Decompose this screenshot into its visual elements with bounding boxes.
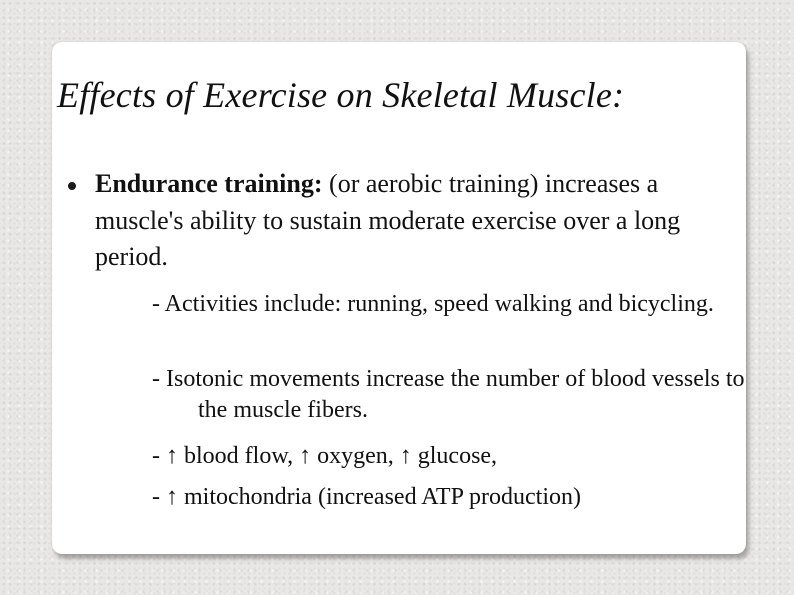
sub-point-activities: - Activities include: running, speed walking and bicycling. <box>152 291 714 317</box>
bullet-description: (or aerobic training) increases a muscle's ability to sustain moderate exercise over a long period. <box>95 169 681 271</box>
slide-title: Effects of Exercise on Skeletal Muscle: <box>57 75 625 115</box>
bullet-endurance-training <box>95 166 715 276</box>
sub-point-mitochondria: - ↑ mitochondria (increased ATP production) <box>152 484 581 510</box>
sub-point-blood-flow: - ↑ blood flow, ↑ oxygen, ↑ glucose, <box>152 443 498 469</box>
bullet-marker <box>68 182 76 190</box>
sub-point-isotonic-movements: - Isotonic movements increase the number of blood vessels to the muscle fibers. <box>152 366 745 423</box>
bullet-lead-term: Endurance training: <box>95 169 323 198</box>
